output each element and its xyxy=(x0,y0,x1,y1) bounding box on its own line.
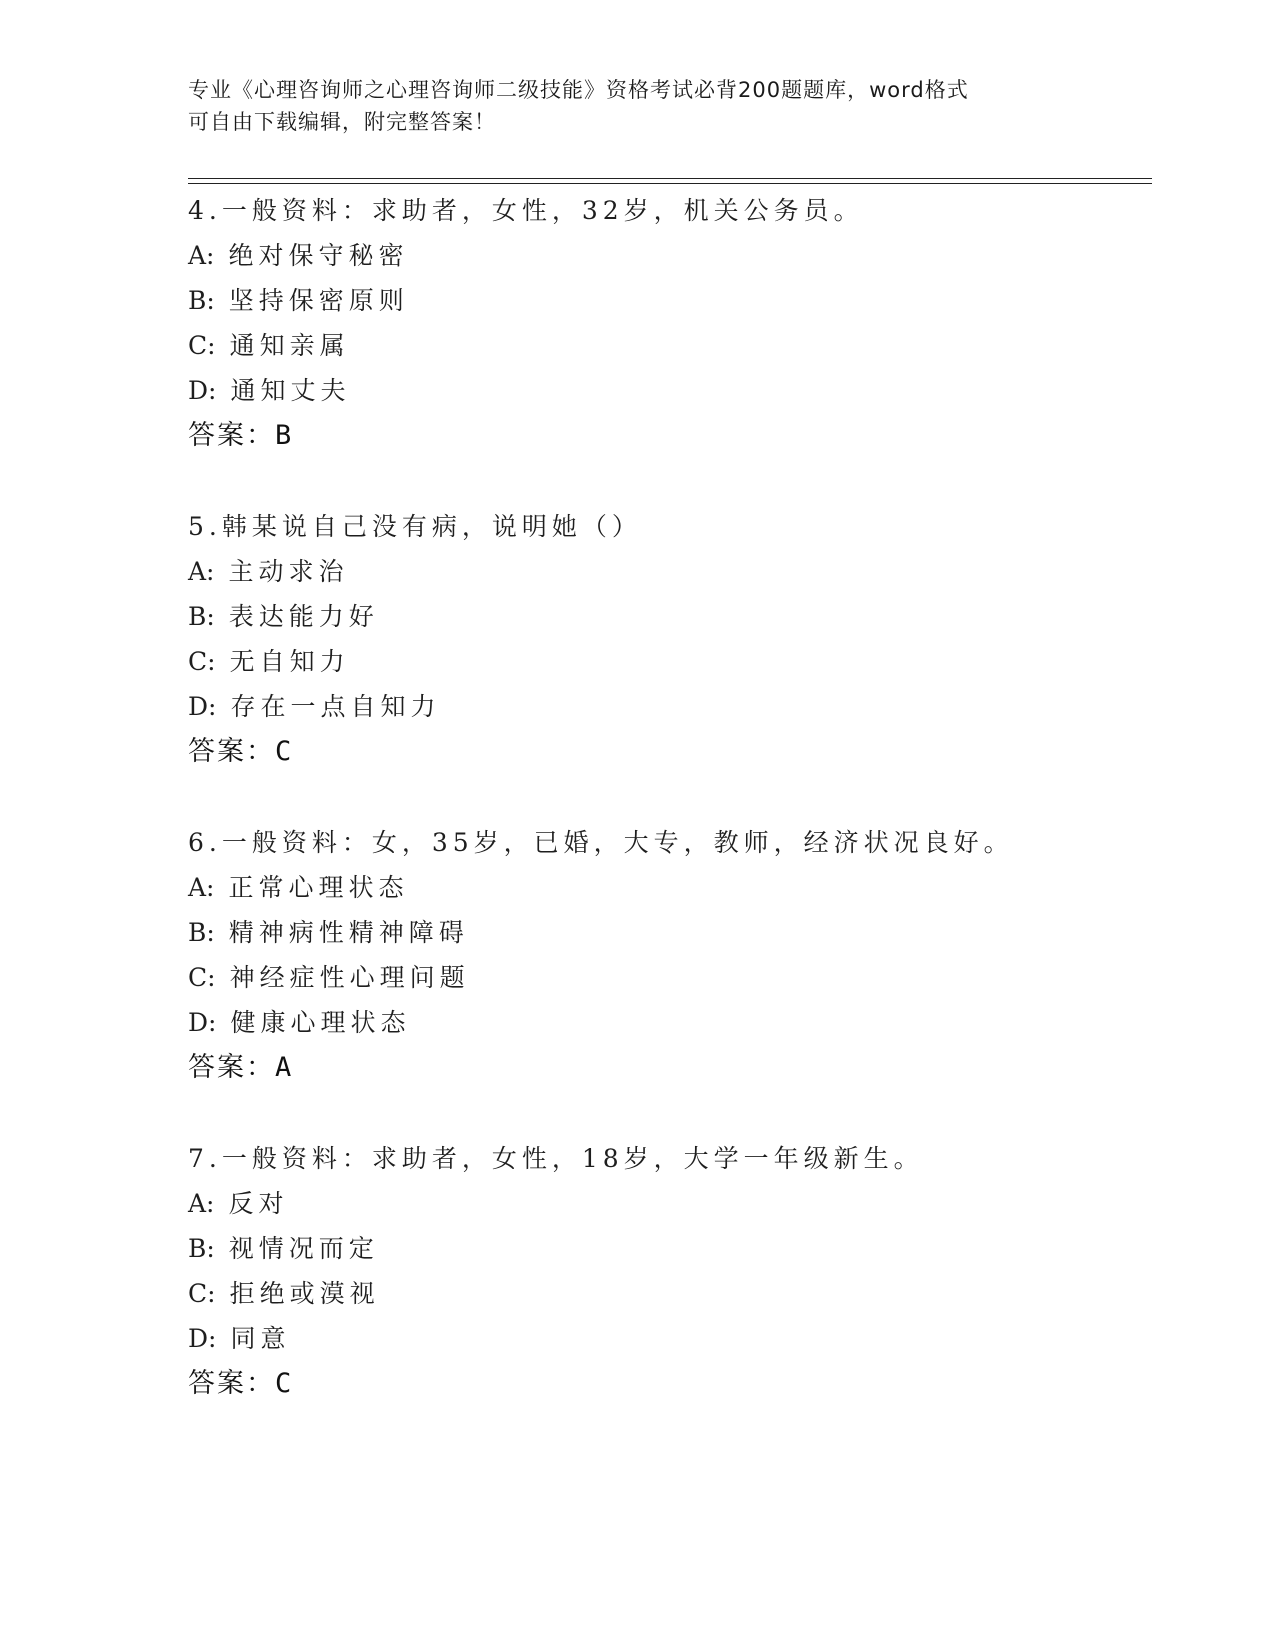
answer-value: C xyxy=(275,1368,292,1399)
answer-value: C xyxy=(275,736,292,767)
option-a xyxy=(188,1187,289,1221)
option-text: 拒绝或漠视 xyxy=(229,1279,380,1308)
option-b xyxy=(188,1232,379,1266)
answer-line xyxy=(188,1051,291,1085)
option-text: 健康心理状态 xyxy=(230,1008,411,1037)
option-letter: D: xyxy=(188,692,217,721)
option-text: 反对 xyxy=(228,1189,289,1218)
option-letter: D: xyxy=(188,376,217,405)
option-letter: C: xyxy=(188,647,216,676)
option-c xyxy=(188,961,470,995)
answer-line xyxy=(188,419,291,453)
option-text: 绝对保守秘密 xyxy=(228,241,409,270)
answer-line xyxy=(188,1367,291,1401)
question-stem: 6.一般资料：女，35岁，已婚，大专，教师，经济状况良好。 xyxy=(188,828,1014,857)
option-letter: C: xyxy=(188,963,216,992)
option-letter: C: xyxy=(188,331,216,360)
option-text: 同意 xyxy=(230,1324,291,1353)
header-line-2: 可自由下载编辑，附完整答案！ xyxy=(188,110,496,134)
option-a xyxy=(188,871,409,905)
option-text: 无自知力 xyxy=(229,647,350,676)
header-divider-top xyxy=(188,178,1152,179)
option-text: 存在一点自知力 xyxy=(230,692,441,721)
header-divider-bottom xyxy=(188,183,1152,184)
option-b xyxy=(188,600,379,634)
option-d xyxy=(188,1006,410,1040)
option-d xyxy=(188,374,350,408)
question-stem: 7.一般资料：求助者，女性，18岁，大学一年级新生。 xyxy=(188,1144,924,1173)
answer-label: 答案： xyxy=(188,420,275,451)
option-c xyxy=(188,1277,380,1311)
option-letter: A: xyxy=(188,1189,215,1218)
option-a xyxy=(188,555,349,589)
option-b xyxy=(188,916,469,950)
option-b xyxy=(188,284,409,318)
option-text: 正常心理状态 xyxy=(228,873,409,902)
option-letter: D: xyxy=(188,1008,217,1037)
option-letter: A: xyxy=(188,873,215,902)
answer-label: 答案： xyxy=(188,1052,275,1083)
option-letter: D: xyxy=(188,1324,217,1353)
option-letter: A: xyxy=(188,241,215,270)
option-d xyxy=(188,690,440,724)
answer-value: A xyxy=(275,1052,292,1083)
option-d xyxy=(188,1322,290,1356)
option-letter: B: xyxy=(188,602,215,631)
option-letter: B: xyxy=(188,286,215,315)
answer-value: B xyxy=(275,420,292,451)
header-line-1: 专业《心理咨询师之心理咨询师二级技能》资格考试必背200题题库，word格式 xyxy=(188,78,969,102)
answer-label: 答案： xyxy=(188,1368,275,1399)
option-a xyxy=(188,239,409,273)
option-c xyxy=(188,645,350,679)
option-text: 坚持保密原则 xyxy=(228,286,409,315)
option-text: 通知亲属 xyxy=(229,331,350,360)
option-letter: B: xyxy=(188,1234,215,1263)
option-text: 视情况而定 xyxy=(228,1234,379,1263)
option-text: 精神病性精神障碍 xyxy=(228,918,469,947)
option-letter: B: xyxy=(188,918,215,947)
option-text: 表达能力好 xyxy=(228,602,379,631)
question-stem: 5.韩某说自己没有病，说明她（） xyxy=(188,512,642,541)
document-header xyxy=(188,74,1088,138)
option-c xyxy=(188,329,350,363)
option-text: 神经症性心理问题 xyxy=(229,963,470,992)
answer-line xyxy=(188,735,291,769)
answer-label: 答案： xyxy=(188,736,275,767)
option-letter: A: xyxy=(188,557,215,586)
question-stem: 4.一般资料：求助者，女性，32岁，机关公务员。 xyxy=(188,196,864,225)
option-text: 通知丈夫 xyxy=(230,376,351,405)
option-letter: C: xyxy=(188,1279,216,1308)
option-text: 主动求治 xyxy=(228,557,349,586)
